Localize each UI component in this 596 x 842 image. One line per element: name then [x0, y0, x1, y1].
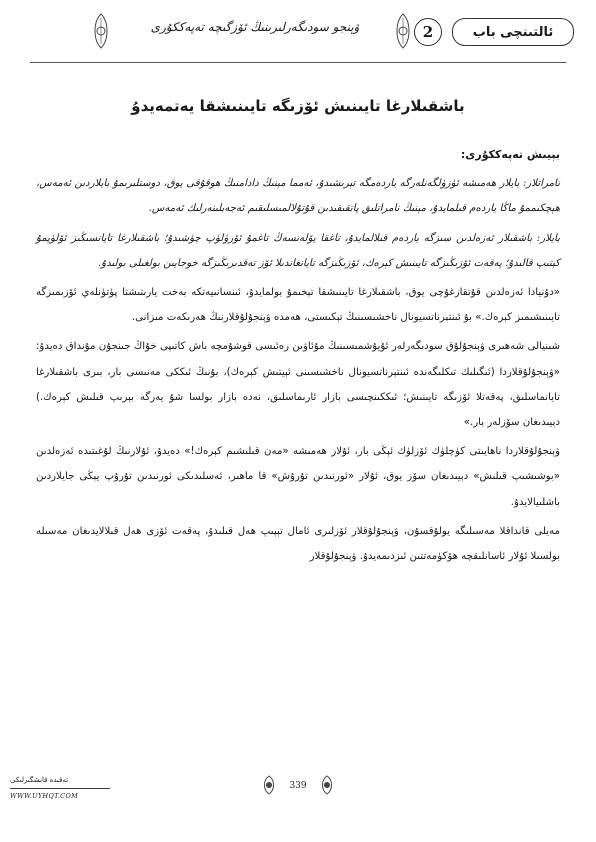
footer-ornament-left-icon: [258, 774, 280, 796]
footer-ornament-right-icon: [316, 774, 338, 796]
footer-publisher: ئەقىدە قانشگىرلىكى: [10, 776, 69, 784]
header-ornament-left-icon: [90, 12, 112, 50]
paragraph-huang: شىنيالى شەھىرى ۋېنجۇلۇق سودىگەرلەر ئۇيۇشمىسىنىڭ مۇئاۋىن رەئىسى قوشۇمچە باش كاتىپى خۇاڭ جىنجۇن مۇنداق دەيدۇ: «ۋېنجۇلۇقلاردا (ئىگىلىك تىكلىگەندە ئىنتېرناتسيونال ناخشىسىنى ئېيتىش كېرەك)، بۇنىڭ ئىككى مەنىسى بار، بىرى باشقىلارغا تايانماسلىق، پەقەتلا ئۆزىگە تايىنىش؛ ئىككىنچىسى بازار ئارىماسلىق، نەدە بازار بولسا شۇ يەرگە بېرىپ قىلىش كېرەك.) دېيىدىغان سۆزلەر بار.»: [36, 341, 560, 429]
page-header: [0, 0, 596, 64]
paragraph-selfawareness: ۋېنجۇلۇقلاردا ناھايىتى كۈچلۈك ئۆزلۈك ئېڭى بار، ئۇلار ھەمىشە «مەن قىلىشىم كېرەك!» دەيدۇ، ئۇلارنىڭ لۇغىتىدە ئەزەلدىن «بوشىشىپ قىلىش» دېيىدىغان سۆز يوق، ئۇلار «ئورنىدىن تۇرۇش» قا ماھىر، ئەسلىدىكى ئورنىدىن تۇرۇپ يېڭى جايلاردىن باشلىيالايدۇ.: [36, 446, 560, 508]
footer-url: WWW.UYHQT.COM: [10, 792, 79, 800]
paragraph-rich: بايلار: باشقىلار ئەزەلدىن سىزگە ياردەم قىلالمايدۇ، تاغقا يۆلەنسەڭ تاغمۇ ئۆرۈلۈپ چۈشىدۇ؛ باشقىلارغا تايانسىڭىز ئۆلۈپمۇ كېتىپ قالىدۇ؛ پەقەت ئۆزىڭىزگە تايىنىش كېرەك، ئۆزىڭىزگە تايانغاندىلا ئۆز تەقدىرىڭىزگە خوجايىن بولغىلى بولىدۇ.: [36, 232, 560, 269]
section-title: باشقىلارغا تايىنىش ئۆزىگە تايىنىشقا يەتمەيدۇ: [131, 97, 465, 115]
running-title: ۋېنجو سودىگەرلىرىنىڭ ئۆزگىچە تەپەككۇرى: [150, 20, 360, 34]
footer-divider: [10, 788, 110, 789]
chapter-tab-label: ئالتىنچى باب: [452, 18, 574, 46]
subhead: بېيىش تەپەككۇرى:: [460, 148, 560, 161]
page-footer: [0, 770, 596, 842]
paragraph-solve: مەيلى قانداقلا مەسىلىگە يولۇقسۇن، ۋېنجۇلۇقلار ئۆزلىرى ئامال تېپىپ ھەل قىلىدۇ، پەقەت ئۆزى ھەل قىلالايدىغان مەسىلە بولسىلا ئۇلار ئاسانلىقچە ھۆكۈمەتتىن ئىزدىمەيدۇ. ۋېنجۇلۇقلار: [36, 525, 560, 563]
page-number: 339: [289, 781, 307, 791]
body-text: [36, 142, 560, 573]
paragraph-quote: «دۇنيادا ئەزەلدىن قۇتقازغۇچى يوق، باشقىلارغا تايىنىشقا تېخىمۇ بولمايدۇ، ئىنسانىيەتكە بەخت يارىتىشتا پۈتۈنلەي ئۆزىمىزگە تايىنىشىمىز كېرەك.» بۇ ئىنتېرناتسيونال ناخشىسىنىڭ تېكىستى، ھەمدە ۋېنجۇلۇقلارنىڭ ھەرىكەت مىزانى.: [36, 287, 560, 324]
chapter-number-badge: 2: [414, 18, 442, 46]
header-ornament-right-icon: [392, 12, 414, 50]
header-divider: [30, 62, 566, 63]
paragraph-poor: نامراتلار: بايلار ھەمىشە ئۈزۈلگەنلەرگە ياردەمگە تېرىشىدۇ، ئەمما مېنىڭ دادامنىڭ ھوقۇقى يوق، دوستلىرىمۇ بايلاردىن ئەمەس، ھېچكىممۇ ماڭا ياردەم قىلمايدۇ، مېنىڭ نامراتلىق پاتقىقىدىن قۇتۇلالمىسلىقىم ئەجەبلىنەرلىك ئەمەس.: [36, 178, 560, 215]
